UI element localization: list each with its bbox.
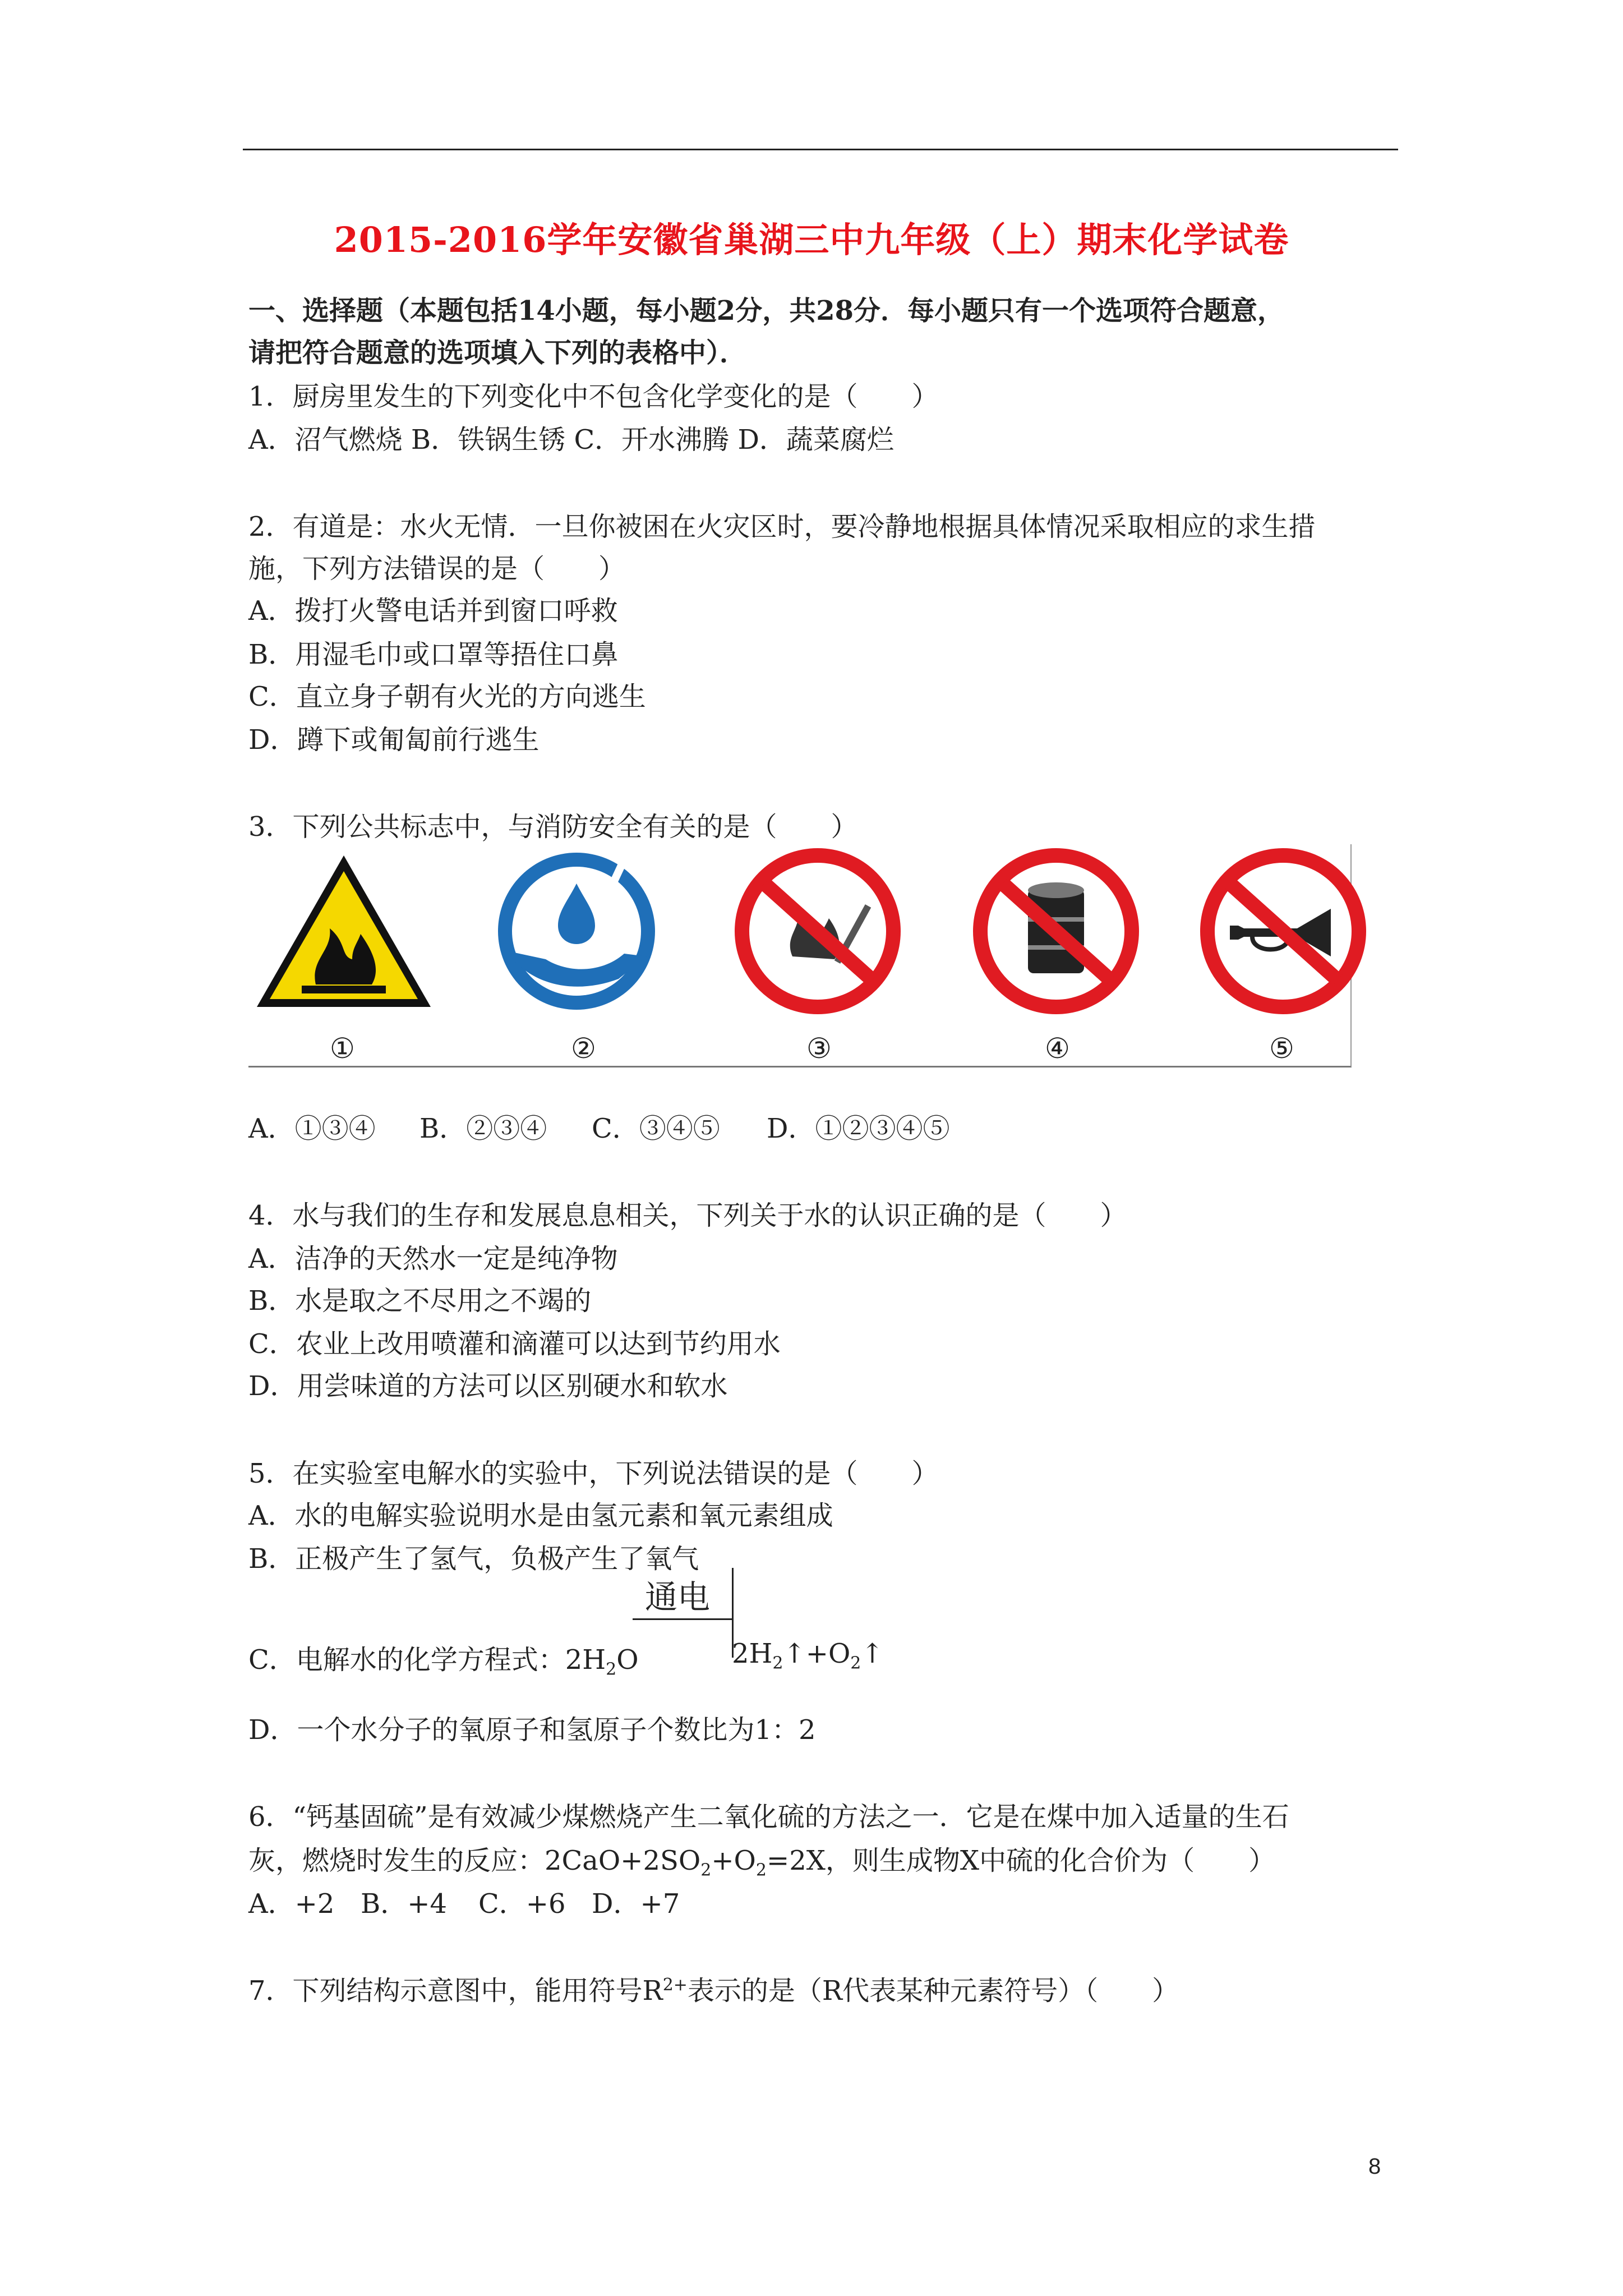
section-heading-line2: 请把符合题意的选项填入下列的表格中）． [248,337,747,369]
q2-option-d: D．蹲下或匍匐前行逃生 [248,724,540,756]
q6-option-b: B．+4 [361,1888,448,1920]
q2-option-c: C．直立身子朝有火光的方向逃生 [248,681,646,712]
q6-stem-line1: 6．“钙基固硫”是有效减少煤燃烧产生二氧化硫的方法之一．它是在煤中加入适量的生石 [248,1801,1289,1833]
q4-option-a: A．洁净的天然水一定是纯净物 [248,1243,618,1274]
q3-option-b: B．②③④ [419,1113,547,1144]
q3-option-a: A．①③④ [248,1113,376,1144]
flammable-warning-sign-icon [248,844,439,1024]
q4-option-d: D．用尝味道的方法可以区别硬水和软水 [248,1370,728,1402]
q2-stem-line1: 2．有道是：水火无情．一旦你被困在火灾区时，要冷静地根据具体情况采取相应的求生措 [248,511,1316,542]
q2-option-b: B．用湿毛巾或口罩等捂住口鼻 [248,639,619,670]
q2-option-a: A．拨打火警电话并到窗口呼救 [248,595,618,627]
q6-stem-line2: 灰，燃烧时发生的反应：$2CaO+2SO_2+O_2=2X$，则生成物X中硫的化合价为（ ） [248,1845,1276,1880]
reaction-condition-label: 通电 [645,1578,711,1616]
no-horn-sign-icon [1191,844,1376,1024]
q3-stem: 3．下列公共标志中，与消防安全有关的是（ ） [248,811,858,843]
sign-label-3: ③ [806,1032,832,1065]
q6-option-d: D．+7 [592,1888,680,1920]
q6-option-c: C．+6 [478,1888,566,1920]
q2-stem-line2: 施，下列方法错误的是（ ） [248,553,626,585]
q4-option-c: C．农业上改用喷灌和滴灌可以达到节约用水 [248,1328,781,1360]
q5-option-a: A．水的电解实验说明水是由氢元素和氧元素组成 [248,1500,833,1531]
water-saving-sign-icon [484,844,669,1024]
page-number: 8 [1368,2154,1381,2179]
q6-option-a: A．+2 [248,1888,335,1920]
sign-label-4: ④ [1045,1032,1070,1065]
page-title: 2015-2016学年安徽省巢湖三中九年级（上）期末化学试卷 [334,219,1289,260]
q3-option-c: C．③④⑤ [592,1113,720,1144]
sign-label-2: ② [571,1032,596,1065]
q5-stem: 5．在实验室电解水的实验中，下列说法错误的是（ ） [248,1458,939,1489]
q5-option-c: C．电解水的化学方程式：$2H_2O$ [248,1644,639,1680]
q5-option-d: D．一个水分子的氧原子和氢原子个数比为1：2 [248,1714,816,1746]
reaction-arrow-line-top [633,1618,732,1620]
no-open-flame-sign-icon [725,844,910,1024]
safety-signs-figure [248,844,1352,1068]
q5-option-c-products: $2H_2↑+O_2↑$ [732,1638,884,1673]
sign-label-1: ① [330,1032,355,1065]
q4-option-b: B．水是取之不尽用之不竭的 [248,1285,592,1317]
no-flammable-storage-sign-icon [963,844,1149,1024]
q1-options: A．沼气燃烧 B．铁锅生锈 C．开水沸腾 D．蔬菜腐烂 [248,424,894,455]
header-rule [243,149,1398,150]
sign-label-5: ⑤ [1269,1032,1294,1065]
q5-option-b: B．正极产生了氢气，负极产生了氧气 [248,1543,699,1575]
q3-option-d: D．①②③④⑤ [767,1113,950,1144]
section-heading-line1: 一、选择题（本题包括14小题，每小题2分，共28分．每小题只有一个选项符合题意， [248,295,1284,326]
q4-stem: 4．水与我们的生存和发展息息相关，下列关于水的认识正确的是（ ） [248,1200,1127,1231]
q1-stem: 1．厨房里发生的下列变化中不包含化学变化的是（ ） [248,381,939,412]
q7-stem: 7．下列结构示意图中，能用符号$R^{2+}$表示的是（R代表某种元素符号）（ ） [248,1975,1179,2007]
